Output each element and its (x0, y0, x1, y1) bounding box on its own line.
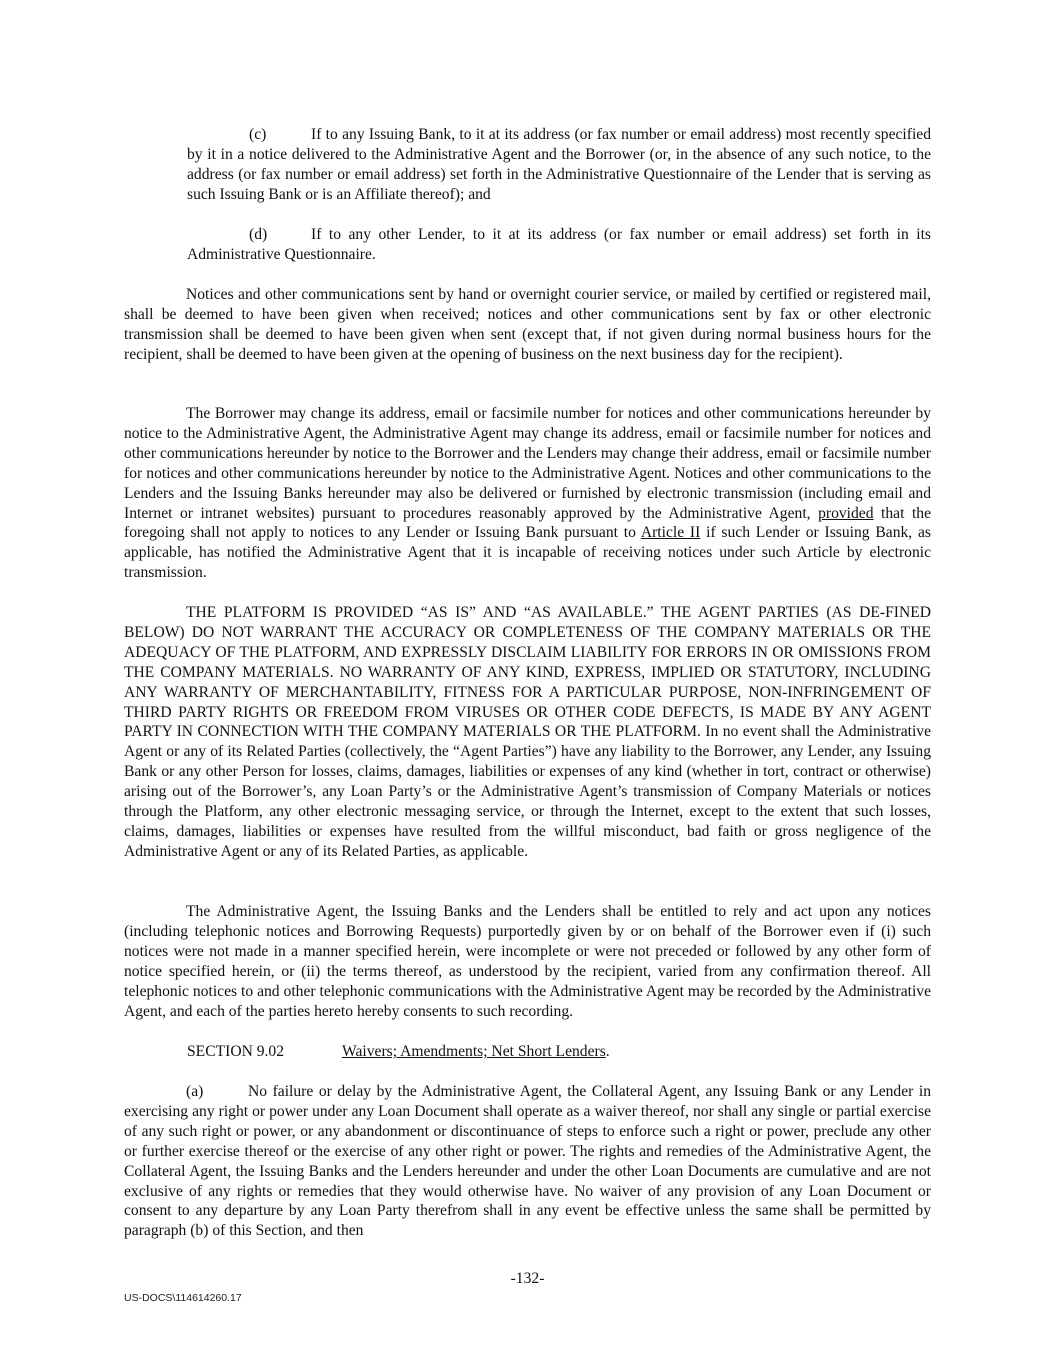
paragraph-notices-sent: Notices and other communications sent by hand or overnight courier service, or mailed by certified or registered mail, shall be deemed to have been given when received; notices and other communications sent by fax or other electronic transmission shall be deemed to have been given when sent (except that, if not given during normal business hours for the recipient, shall be deemed to have been given at the opening of business on the next business day for the recipient). (124, 286, 931, 363)
paragraph-c-label: (c) (249, 126, 267, 143)
paragraph-reliance: The Administrative Agent, the Issuing Banks and the Lenders shall be entitled to rely and act upon any notices (including telephonic notices and Borrowing Requests) purportedly given by or on behalf of the Borrower even if (i) such notices were not made in a manner specified herein, were incomplete or were not preceded or followed by any other form of notice specified herein, or (ii) the terms thereof, as understood by the recipient, varied from any confirmation thereof. All telephonic notices to and other telephonic communications with the Administrative Agent may be recorded by the Administrative Agent, and each of the parties hereto hereby consents to such recording. (124, 903, 931, 1020)
paragraph-d-label: (d) (249, 226, 268, 243)
article-ii-reference: Article II (640, 524, 701, 542)
paragraph-d-text: If to any other Lender, to it at its address (or fax number or email address) set forth in its Administrative Questionnaire. (187, 226, 931, 263)
paragraph-platform-disclaimer: THE PLATFORM IS PROVIDED “AS IS” AND “AS AVAILABLE.” THE AGENT PARTIES (AS DE-FINED BELOW) DO NOT WARRANT THE ACCURACY OR COMPLETENESS OF THE COMPANY MATERIALS OR THE ADEQUACY OF THE PLATFORM, AND EXPRESSLY DISCLAIM LIABILITY FOR ERRORS IN OR OMISSIONS FROM THE COMPANY MATERIALS. NO WARRANTY OF ANY KIND, EXPRESS, IMPLIED OR STATUTORY, INCLUDING ANY WARRANTY OF MERCHANTABILITY, FITNESS FOR A PARTICULAR PURPOSE, NON-INFRINGEMENT OF THIRD PARTY RIGHTS OR FREEDOM FROM VIRUSES OR OTHER CODE DEFECTS, IS MADE BY ANY AGENT PARTY IN CONNECTION WITH THE COMPANY MATERIALS OR THE PLATFORM. In no event shall the Administrative Agent or any of its Related Parties (collectively, the “Agent Parties”) have any liability to the Borrower, any Lender, any Issuing Bank or any other Person for losses, claims, damages, liabilities or expenses of any kind (whether in tort, contract or otherwise) arising out of the Borrower’s, any Loan Party’s or the Administrative Agent’s transmission of Company Materials or notices through the Platform, any other electronic messaging service, or through the Internet, except to the extent that such losses, claims, damages, liabilities or expenses have resulted from the willful misconduct, bad faith or gross negligence of the Administrative Agent or any of its Related Parties, as applicable. (124, 604, 931, 860)
page-number: -132- (510, 1270, 545, 1287)
section-heading (187, 1042, 931, 1062)
section-title: Waivers; Amendments; Net Short Lenders (342, 1043, 606, 1060)
section-number: SECTION 9.02 (187, 1043, 285, 1060)
paragraph-d (187, 225, 931, 265)
paragraph-a (124, 1082, 931, 1241)
provided-term: provided (818, 504, 874, 522)
section-title-period: . (605, 1043, 610, 1060)
paragraph-c (187, 125, 931, 205)
paragraph-c-text: If to any Issuing Bank, to it at its address (or fax number or email address) most recently specified by it in a notice delivered to the Administrative Agent and the Borrower (or, in the absence of any such notice, to the address (or fax number or email address) set forth in the Administrative Questionnaire of the Lender that is serving as such Issuing Bank or is an Affiliate thereof); and (187, 126, 931, 203)
paragraph-a-text: No failure or delay by the Administrative Agent, the Collateral Agent, any Issuing Bank or any Lender in exercising any right or power under any Loan Document shall operate as a waiver thereof, nor shall any single or partial exercise of any such right or power, or any abandonment or discontinuance of steps to enforce such a right or power, preclude any other or further exercise thereof or the exercise of any other right or power. The rights and remedies of the Administrative Agent, the Collateral Agent, the Issuing Banks and the Lenders hereunder and under the other Loan Documents are cumulative and are not exclusive of any rights or remedies that they would otherwise have. No waiver of any provision of any Loan Document or consent to any departure by any Loan Party therefrom shall in any event be effective unless the same shall be permitted by paragraph (b) of this Section, and then (124, 1083, 931, 1240)
borrower-change-part2: that the foregoing shall not apply to notices to any Lender or Issuing Bank pursuant to (124, 504, 931, 542)
paragraph-borrower-change (124, 404, 931, 583)
paragraph-a-label: (a) (186, 1083, 204, 1100)
borrower-change-part1: The Borrower may change its address, email or facsimile number for notices and other communications hereunder by notice to the Administrative Agent, the Administrative Agent may change its address, email or facsimile number for notices and other communications hereunder by notice to the Borrower and the Lenders may change their address, email or facsimile number for notices and other communications hereunder by notice to the Administrative Agent. Notices and other communications to the Lenders and the Issuing Banks hereunder may also be delivered or furnished by electronic transmission (including email and Internet or intranet websites) pursuant to procedures reasonably approved by the Administrative Agent, (124, 405, 931, 522)
document-id: US-DOCS\114614260.17 (124, 1292, 242, 1304)
borrower-change-part3: if such Lender or Issuing Bank, as applicable, has notified the Administrative Agent that it is incapable of receiving notices under such Article by electronic transmission. (124, 524, 931, 582)
